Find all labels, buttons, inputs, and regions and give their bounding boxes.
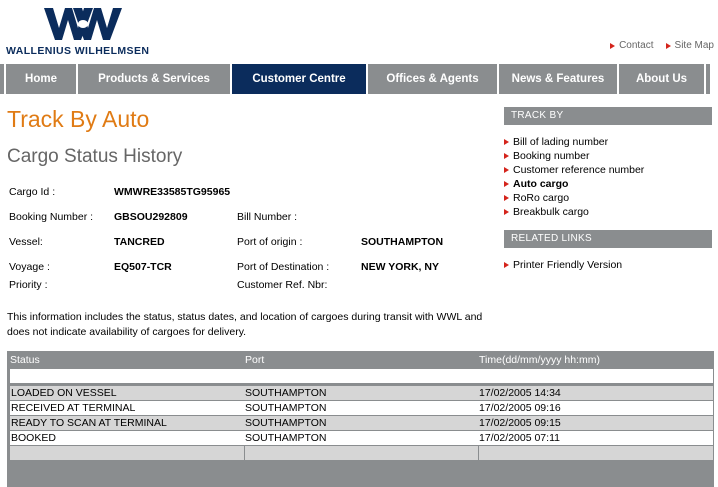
logo-text: WALLENIUS WILHELMSEN [6,45,150,57]
cell-status: BOOKED [11,432,56,444]
contact-link-label: Contact [619,40,654,51]
nav-item-offices-agents[interactable]: Offices & Agents [368,64,499,94]
red-arrow-bullet-icon [666,43,671,49]
table-header [7,351,714,369]
info-text: This information includes the status, status dates, and location of cargoes during transit with WWL and does not indicate availability of cargoes for delivery. [7,311,483,338]
red-arrow-bullet-icon [504,167,509,173]
main-nav [0,64,718,94]
nav-item-about-us[interactable]: About Us [619,64,706,94]
customer-ref-label: Customer Ref. Nbr: [237,279,328,291]
table-row-blank [10,446,713,460]
track-by-item-label: Booking number [513,150,590,162]
cell-port: SOUTHAMPTON [245,417,327,429]
related-links-header: RELATED LINKS [504,230,712,248]
header-status: Status [10,354,40,366]
red-arrow-bullet-icon [504,262,509,268]
related-links-list [504,258,622,272]
utility-links [610,40,714,51]
related-link-label: Printer Friendly Version [513,259,623,271]
cell-time: 17/02/2005 14:34 [479,387,561,399]
site-map-link-label: Site Map [674,40,714,51]
red-arrow-bullet-icon [504,181,509,187]
site-map-link[interactable] [666,40,714,51]
cargo-id-value: WMWRE33585TG95965 [114,186,231,198]
track-by-item-label: Auto cargo [513,178,569,190]
section-title: Cargo Status History [7,146,183,167]
cell-port: SOUTHAMPTON [245,432,327,444]
table-row [10,401,713,415]
nav-item-news-features[interactable]: News & Features [499,64,619,94]
track-by-breakbulk-cargo[interactable] [504,205,644,219]
track-by-header: TRACK BY [504,107,712,125]
track-by-customer-reference[interactable] [504,163,644,177]
table-row [10,431,713,445]
vessel-value: TANCRED [114,236,165,248]
header-port: Port [245,354,265,366]
booking-number-value: GBSOU292809 [114,211,188,223]
port-origin-label: Port of origin : [237,236,303,248]
cell-divider [478,446,479,460]
cell-time: 17/02/2005 09:16 [479,402,561,414]
cargo-id-label: Cargo Id : [9,186,56,198]
red-arrow-bullet-icon [504,139,509,145]
bill-number-label: Bill Number : [237,211,298,223]
logo[interactable] [6,6,166,56]
table-row-blank [10,369,713,383]
red-arrow-bullet-icon [504,195,509,201]
track-by-item-label: RoRo cargo [513,192,570,204]
red-arrow-bullet-icon [610,43,615,49]
cell-status: READY TO SCAN AT TERMINAL [11,417,167,429]
ww-logo-mark-icon [44,6,122,42]
contact-link[interactable] [610,40,653,51]
voyage-value: EQ507-TCR [114,261,172,273]
port-origin-value: SOUTHAMPTON [361,236,444,248]
printer-friendly-link[interactable] [504,258,622,272]
cell-status: RECEIVED AT TERMINAL [11,402,136,414]
cell-time: 17/02/2005 07:11 [479,432,560,444]
vessel-label: Vessel: [9,236,43,248]
booking-number-label: Booking Number : [9,211,94,223]
track-by-list [504,135,644,219]
track-by-auto-cargo[interactable] [504,177,644,191]
port-destination-value: NEW YORK, NY [361,261,439,273]
red-arrow-bullet-icon [504,153,509,159]
track-by-booking-number[interactable] [504,149,644,163]
red-arrow-bullet-icon [504,209,509,215]
nav-item-home[interactable]: Home [6,64,78,94]
cell-divider [244,446,245,460]
track-by-item-label: Customer reference number [513,164,645,176]
voyage-label: Voyage : [9,261,50,273]
priority-label: Priority : [9,279,48,291]
nav-item-customer-centre[interactable]: Customer Centre [232,64,368,94]
header-time: Time(dd/mm/yyyy hh:mm) [479,354,600,366]
cell-port: SOUTHAMPTON [245,387,327,399]
table-row [10,386,713,400]
track-by-item-label: Bill of lading number [513,136,609,148]
cell-status: LOADED ON VESSEL [11,387,117,399]
track-by-bill-of-lading[interactable] [504,135,644,149]
track-by-item-label: Breakbulk cargo [513,206,589,218]
nav-item-products-services[interactable]: Products & Services [78,64,232,94]
cell-time: 17/02/2005 09:15 [479,417,561,429]
page-title: Track By Auto [7,106,150,132]
port-destination-label: Port of Destination : [237,261,330,273]
nav-edge [706,64,710,94]
table-row [10,416,713,430]
track-by-roro-cargo[interactable] [504,191,644,205]
cell-port: SOUTHAMPTON [245,402,327,414]
status-table [7,351,714,487]
